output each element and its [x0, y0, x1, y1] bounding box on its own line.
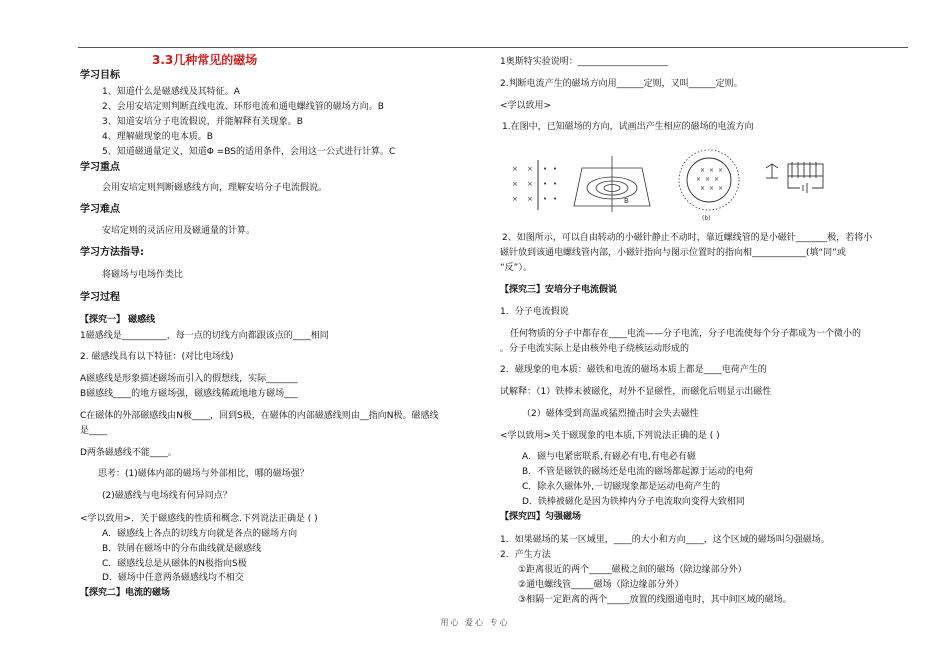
svg-text:×: ×: [527, 195, 533, 203]
oersted-question: 1奥斯特实验说明：____________________: [500, 57, 668, 67]
svg-text:•: •: [543, 195, 548, 203]
think-2: (2)磁感线与电场线有何异同点？: [102, 491, 232, 501]
svg-text:×: ×: [718, 185, 724, 192]
goal-item: 1、知道什么是磁感线及其特征。A: [102, 87, 240, 97]
svg-text:×: ×: [700, 185, 706, 192]
figure-label-b: B: [624, 197, 629, 205]
method-text: 将磁场与电场作类比: [102, 270, 184, 280]
method-item: ③相隔一定距离的两个_____放置的线圈通电时，其中间区域的磁场。: [518, 595, 792, 605]
svg-text:•: •: [553, 180, 558, 188]
inquiry-4-heading: 【探究四】匀强磁场: [500, 512, 582, 522]
option-item: A．磁与电紧密联系,有磁必有电,有电必有磁: [522, 452, 696, 462]
option-item: D．铁棒被磁化是因为铁棒内分子电流取向变得大致相同: [522, 497, 745, 507]
svg-text:×: ×: [705, 176, 711, 183]
feature-c: C在磁体的外部磁感线由N极____，回到S极，在磁体的内部磁感线则由__指向N极。磁感线: [80, 411, 439, 421]
think-1: 思考：(1)磁体内部的磁场与外部相比，哪的磁场强？: [98, 469, 309, 479]
svg-text:•: •: [543, 165, 548, 173]
feature-b: B磁感线____的地方磁场强，磁感线稀疏地地方磁场___: [80, 389, 298, 399]
svg-text:×: ×: [696, 176, 702, 183]
compass-question-end: “反”）。: [500, 263, 532, 273]
goal-item: 3、知道安培分子电流假说，并能解释有关现象。B: [102, 117, 303, 127]
option-item: A．磁感线上各点的切线方向就是各点的磁场方向: [102, 529, 298, 539]
page-title: 3.3几种常见的磁场: [152, 53, 258, 67]
heading-difficulty: 学习难点: [80, 204, 120, 215]
figure-label-b-paren: (b): [702, 215, 711, 222]
methods-heading: 2．产生方法: [500, 550, 551, 560]
figure-circular-field: [679, 150, 739, 222]
option-item: C．磁感线总是从磁体的N极指向S极: [102, 559, 247, 569]
compass-question-cont: 磁针放到该通电螺线管内部，小磁针指向与图示位置时的指向相____________(填“同”或: [500, 248, 846, 258]
figure-solenoid-compass: [766, 162, 823, 193]
figure-loop-current: [574, 156, 650, 212]
option-item: D．磁场中任意两条磁感线均不相交: [102, 573, 244, 583]
svg-text:×: ×: [527, 180, 533, 188]
heading-process: 学习过程: [80, 292, 120, 303]
inquiry-1-heading: 【探究一】 磁感线: [80, 315, 156, 325]
essence-text: 2．磁现象的电本质：磁铁和电流的磁场本质上都是____电荷产生的: [500, 365, 767, 375]
apply-question-1: <学以致用>．关于磁感线的性质和概念.下列说法正确是 ( ): [80, 514, 318, 524]
svg-text:×: ×: [527, 165, 533, 173]
feature-d: D两条磁感线不能____。: [80, 448, 177, 458]
svg-text:×: ×: [709, 185, 715, 192]
feature-c-cont: 是____: [80, 426, 108, 436]
svg-text:×: ×: [718, 167, 724, 174]
heading-key: 学习重点: [80, 162, 120, 173]
figure-straight-wire: [512, 160, 557, 210]
hypothesis-text: 任何物质的分子中都存在____电流——分子电流，分子电流使每个分子都成为一个微小的: [510, 329, 862, 339]
goal-item: 2、会用安培定则判断直线电流、环形电流和通电螺线管的磁场方向。B: [102, 102, 384, 112]
svg-text:×: ×: [714, 176, 720, 183]
svg-text:•: •: [553, 195, 558, 203]
footer: 用心 爱心 专心: [440, 618, 510, 627]
svg-text:×: ×: [709, 167, 715, 174]
explain-2: （2）磁体受到高温或猛烈撞击时会失去磁性: [522, 409, 699, 419]
svg-text:×: ×: [512, 165, 518, 173]
hypothesis-heading: 1．分子电流假说: [500, 307, 569, 317]
figure-question: 1.在图中，已知磁场的方向，试画出产生相应的磁场的电流方向: [502, 122, 754, 132]
svg-text:×: ×: [512, 180, 518, 188]
option-item: B．不管是磁铁的磁场还是电流的磁场都起源于运动的电荷: [522, 467, 754, 477]
question-1: 1磁感线是__________，每一点的切线方向都跟该点的____相同: [80, 331, 329, 341]
option-item: B．铁屑在磁场中的分布曲线就是磁感线: [102, 544, 262, 554]
method-item: ①距离很近的两个_____磁极之间的磁场（除边缘部分外）: [518, 565, 747, 575]
apply-question-2: <学以致用>关于磁现象的电本质,下列说法正确的是 ( ): [500, 431, 720, 441]
uniform-field-definition: 1．如果磁场的某一区域里，____的大小和方向____，这个区域的磁场叫匀强磁场。: [500, 535, 830, 545]
inquiry-2-heading: 【探究二】电流的磁场: [80, 588, 171, 598]
heading-goals: 学习目标: [80, 70, 120, 81]
heading-method: 学习方法指导:: [80, 247, 144, 258]
apply-label: <学以致用>: [500, 101, 552, 111]
svg-text:•: •: [553, 165, 558, 173]
compass-question: 2、如图所示，可以自由转动的小磁针静止不动时，靠近螺线管的是小磁针_______极，若将小: [502, 233, 873, 243]
header-rule: [78, 47, 908, 48]
inquiry-3-heading: 【探究三】安培分子电流假说: [500, 285, 618, 295]
goal-item: 5、知道磁通量定义，知道Φ =BS的适用条件，会用这一公式进行计算。C: [102, 147, 396, 157]
figures-strip: [500, 148, 900, 223]
ampere-rule-question: 2.判断电流产生的磁场方向用______定则，又叫______定则。: [500, 79, 743, 89]
option-item: C．除永久磁体外,一切磁现象都是运动电荷产生的: [522, 482, 721, 492]
key-text: 会用安培定则判断磁感线方向，理解安培分子电流假说。: [102, 183, 328, 193]
feature-a: A磁感线是形象描述磁场而引入的假想线，实际_______: [80, 374, 298, 384]
svg-text:•: •: [543, 180, 548, 188]
question-2: 2. 磁感线具有以下特征：(对比电场线): [80, 352, 234, 362]
hypothesis-text-cont: 。分子电流实际上是由核外电子绕核运动形成的: [500, 344, 690, 354]
goal-item: 4、理解磁现象的电本质。B: [102, 132, 213, 142]
svg-text:×: ×: [512, 195, 518, 203]
explain-1: 试解释：（1）铁棒未被磁化，对外不显磁性，而磁化后则显示出磁性: [500, 387, 772, 397]
svg-text:×: ×: [700, 167, 706, 174]
difficulty-text: 安培定则的灵活应用及磁通量的计算。: [102, 226, 256, 236]
method-item: ②通电螺线管_____磁场（除边缘部分外）: [518, 580, 684, 590]
